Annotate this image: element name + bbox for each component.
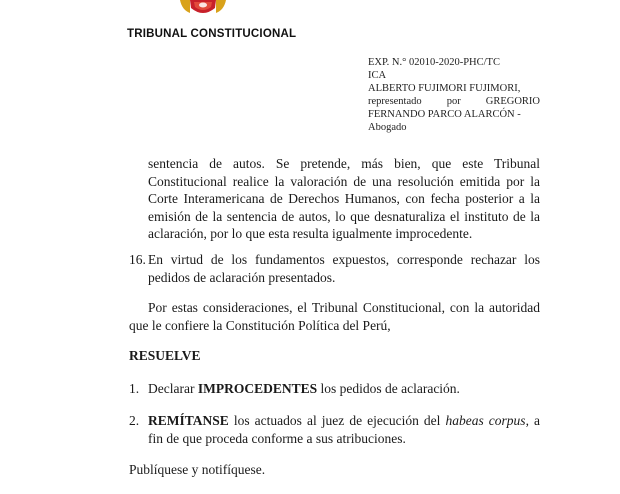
item-number: 1. xyxy=(129,381,140,396)
item-2-mid: los actuados al juez de ejecución del xyxy=(228,413,446,428)
closing-line: Publíquese y notifíquese. xyxy=(129,462,266,477)
case-representation-line1: representado por GREGORIO xyxy=(368,96,540,107)
institution-name: TRIBUNAL CONSTITUCIONAL xyxy=(127,28,297,40)
case-representation-line2: FERNANDO PARCO ALARCÓN - xyxy=(368,109,521,120)
coat-of-arms-icon xyxy=(178,0,228,18)
paragraph-16 xyxy=(129,251,540,286)
item-2-bold: REMÍTANSE xyxy=(148,413,229,428)
case-number: EXP. N.° 02010-2020-PHC/TC xyxy=(368,57,500,68)
resolution-heading: RESUELVE xyxy=(129,348,201,363)
item-2-post: , a fin de que proceda conforme a sus atribuciones. xyxy=(148,413,540,446)
item-number: 2. xyxy=(129,413,140,428)
resolution-item-2 xyxy=(129,412,540,447)
item-1-pre: Declarar xyxy=(148,381,198,396)
item-1-post: los pedidos de aclaración. xyxy=(317,381,460,396)
case-role: Abogado xyxy=(368,122,407,133)
case-info-block xyxy=(368,56,540,134)
item-2-text xyxy=(148,412,540,447)
item-2-italic: habeas corpus xyxy=(445,413,526,428)
case-location: ICA xyxy=(368,70,387,81)
paragraph-number: 16. xyxy=(129,252,146,267)
resolution-item-1 xyxy=(129,380,540,398)
case-party: ALBERTO FUJIMORI FUJIMORI, xyxy=(368,83,521,94)
item-1-bold: IMPROCEDENTES xyxy=(197,381,318,396)
item-1-text xyxy=(148,380,540,398)
continuation-paragraph: sentencia de autos. Se pretende, más bien, que este Tribunal Constitucional realice la valoración de una resolución emitida por la Corte Interamericana de Derechos Humanos, con fecha posterior a la emisión de la sentencia de autos, lo que desnaturaliza el instituto de la aclaración, por lo que esta resulta igualmente improcedente. xyxy=(148,156,540,241)
paragraph-16-text: En virtud de los fundamentos expuestos, corresponde rechazar los pedidos de aclaración presentados. xyxy=(148,252,540,285)
considerations-paragraph: Por estas consideraciones, el Tribunal Constitucional, con la autoridad que le confiere la Constitución Política del Perú, xyxy=(129,300,540,333)
